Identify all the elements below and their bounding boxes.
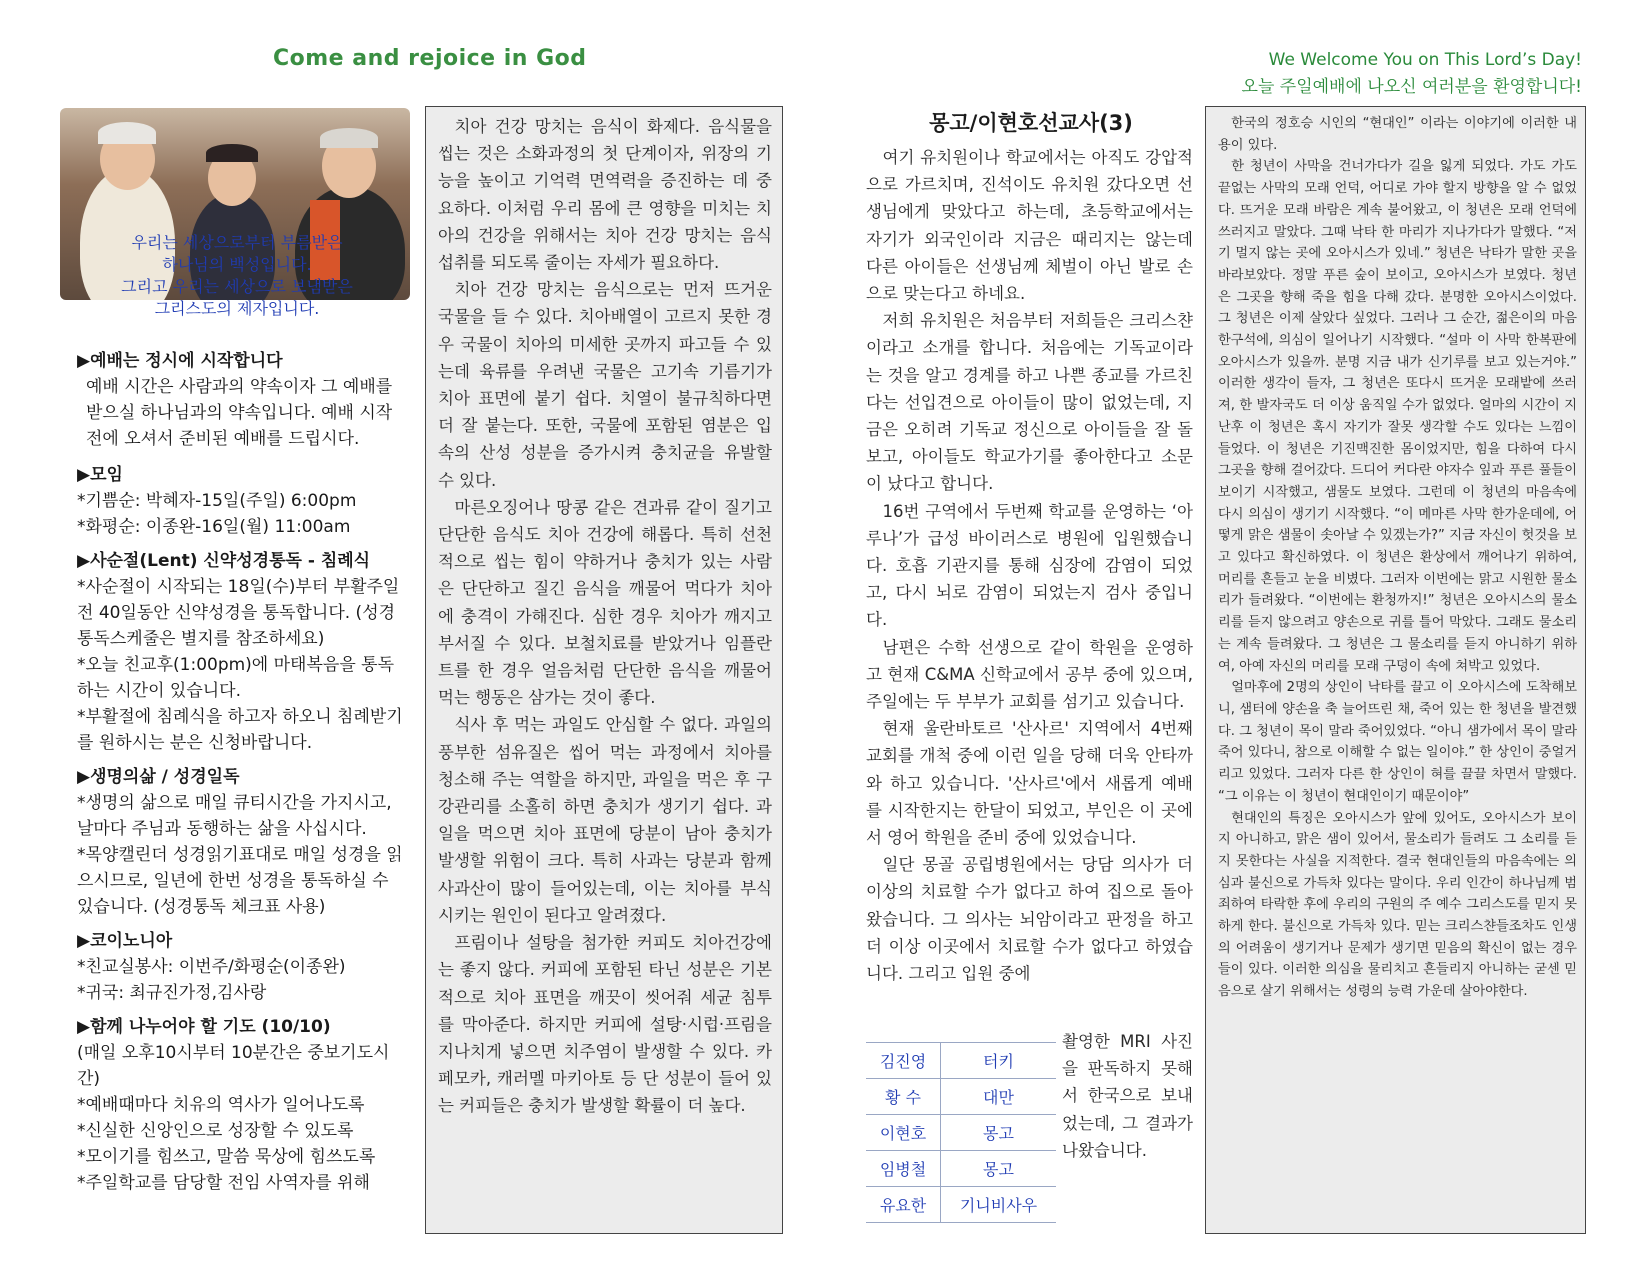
section-title-bible-reading: ▶생명의삶 / 성경일독: [77, 767, 240, 787]
mission-country: 대만: [941, 1079, 1057, 1115]
announcement-text: 예배 시간은 사람과의 약속이자 그 예배를 받으실 하나님과의 약속입니다. 예배 시작 전에 오셔서 준비된 예배를 드립시다.: [86, 377, 393, 449]
section-title-koinonia: ▶코이노니아: [77, 931, 173, 951]
table-row: [866, 1079, 1056, 1115]
mission-paragraph: 16번 구역에서 두번째 학교를 운영하는 ‘아루나’가 급성 바이러스로 병원에 입원했습니다. 호흡 기관지를 통해 심장에 감염이 되었고, 다시 뇌로 감염이 되었는지 검사 중입니다.: [866, 501, 1193, 630]
announcement-text: *오늘 친교후(1:00pm)에 마태복음을 통독하는 시간이 있습니다.: [77, 655, 394, 701]
mission-paragraph: 남편은 수학 선생으로 같이 학원을 운영하고 현재 C&MA 신학교에서 공부 중에 있으며, 주일에는 두 부부가 교회를 섬기고 있습니다.: [866, 637, 1193, 712]
announcement-text: *친교실봉사: 이번주/화평순(이종완): [77, 957, 346, 977]
mission-report-body: [866, 144, 1193, 987]
table-row: [866, 1151, 1056, 1187]
dental-health-article: [425, 106, 783, 1234]
caption-line: 우리는 세상으로부터 부름받은: [131, 233, 343, 252]
missionary-name: 임병철: [866, 1151, 941, 1187]
announcement-text: *모이기를 힘쓰고, 말씀 묵상에 힘쓰도록: [77, 1147, 376, 1167]
caption-line: 그리스도의 제자입니다.: [154, 299, 320, 318]
missionary-prayer-table: [866, 1042, 1056, 1223]
announcement-text: *예배때마다 치유의 역사가 일어나도록: [77, 1095, 365, 1115]
missionary-name: 유요한: [866, 1187, 941, 1223]
announcement-text: *생명의 삶으로 매일 큐티시간을 가지시고, 날마다 주님과 동행하는 삶을 사십시다.: [77, 793, 392, 839]
section-title-prayer: ▶함께 나누어야 할 기도 (10/10): [77, 1017, 331, 1037]
story-paragraph: 얼마후에 2명의 상인이 낙타를 끌고 이 오아시스에 도착해보니, 샘터에 양손을 축 늘어뜨린 채, 죽어 있는 한 청년을 발견했다. 그 청년이 목이 말라 죽어있었다. “아니 샘가에서 목이 말라 죽어 있다니, 참으로 이해할 수 없는 일이야.” 한 상인이 중얼거리고 있었다. 그러자 다른 한 상인이 혀를 끌끌 차면서 말했다. “그 이유는 이 청년이 현대인이기 때문이야”: [1218, 680, 1577, 804]
article-paragraph: 마른오징어나 땅콩 같은 견과류 같이 질기고 단단한 음식도 치아 건강에 해롭다. 특히 선천적으로 씹는 힘이 약하거나 충치가 있는 사람은 단단하고 질긴 음식을 깨물어 먹다가 치아에 충격이 가해진다. 심한 경우 치아가 깨지고 부서질 수 있다. 보철치료를 받았거나 임플란트를 한 경우 얼음처럼 단단한 음식을 깨물어 먹는 행동은 삼가는 것이 좋다.: [438, 497, 772, 708]
mission-paragraph: 여기 유치원이나 학교에서는 아직도 강압적으로 가르치며, 진석이도 유치원 갔다오면 선생님에게 맞았다고 하는데, 초등학교에서는 자기가 외국인이라 지금은 때리지는 않는데 다른 아이들은 선생님께 체벌이 아닌 발로 손으로 맞는다고 하네요.: [866, 148, 1193, 304]
story-paragraph: 현대인의 특징은 오아시스가 앞에 있어도, 오아시스가 보이지 아니하고, 맑은 샘이 있어서, 물소리가 들려도 그 소리를 듣지 못한다는 사실을 지적한다. 결국 현대인들의 마음속에는 의심과 불신으로 가득차 있다는 말이다. 우리 인간이 하나님께 범죄하여 타락한 후에 우리의 구원의 주 예수 그리스도를 믿지 못하게 한다. 불신으로 가득차 있다. 믿는 크리스챤들조차도 인생의 어려움이 생기거나 문제가 생기면 믿음의 확신이 없는 경우들이 있다. 이러한 의심을 물리치고 흔들리지 아니하는 굳센 믿음으로 살기 위해서는 성령의 능력 가운데 살아야한다.: [1218, 810, 1577, 1000]
announcement-text: *주일학교를 담당할 전임 사역자를 위해: [77, 1173, 370, 1193]
caption-line: 하나님의 백성입니다.: [162, 255, 312, 274]
mission-country: 터키: [941, 1043, 1057, 1079]
modern-man-story-article: [1205, 106, 1586, 1234]
table-row: [866, 1115, 1056, 1151]
announcement-text: *귀국: 최규진가정,김사랑: [77, 983, 267, 1003]
announcement-text: *기쁨순: 박혜자-15일(주일) 6:00pm: [77, 491, 357, 511]
announcement-text: *신실한 신앙인으로 성장할 수 있도록: [77, 1121, 354, 1141]
missionary-name: 황 수: [866, 1079, 941, 1115]
mission-paragraph: 현재 울란바토르 '산사르' 지역에서 4번째 교회를 개척 중에 이런 일을 당해 더욱 안타까와 하고 있습니다. '산사르'에서 새롭게 예배를 시작한지는 한달이 되었고, 부인은 이 곳에서 영어 학원을 준비 중에 있었습니다.: [866, 719, 1193, 848]
section-title-meetings: ▶모임: [77, 465, 123, 485]
table-row: [866, 1187, 1056, 1223]
announcement-text: *사순절이 시작되는 18일(수)부터 부활주일 전 40일동안 신약성경을 통독합니다. (성경 통독스케줄은 별지를 참조하세요): [77, 577, 400, 649]
article-paragraph: 프림이나 설탕을 첨가한 커피도 치아건강에는 좋지 않다. 커피에 포함된 타닌 성분은 기본적으로 치아 표면을 깨끗이 씻어줘 세균 침투를 막아준다. 하지만 커피에 설탕·시럽·프림을 지나치게 넣으면 치주염이 발생할 수 있다. 카페모카, 캐러멜 마키아토 등 단 성분이 들어 있는 커피들은 충치가 발생할 확률이 더 높다.: [438, 933, 772, 1116]
header-welcome-ko: 오늘 주일예배에 나오신 여러분을 환영합니다!: [1241, 77, 1582, 97]
section-title-lent: ▶사순절(Lent) 신약성경통독 - 침례식: [77, 551, 371, 571]
announcement-text: (매일 오후10시부터 10분간은 중보기도시간): [77, 1043, 390, 1089]
caption-line: 그리고 우리는 세상으로 보냄받은: [121, 277, 353, 296]
missionary-name: 이현호: [866, 1115, 941, 1151]
header-welcome-en: We Welcome You on This Lord’s Day!: [1268, 50, 1582, 70]
mission-report-title: 몽고/이현호선교사(3): [929, 111, 1133, 135]
announcements-column: [77, 342, 409, 1196]
article-paragraph: 치아 건강 망치는 음식이 화제다. 음식물을 씹는 것은 소화과정의 첫 단계이자, 위장의 기능을 높이고 기억력 면역력을 증진하는 데 중요하다. 이처럼 우리 몸에 큰 영향을 미치는 치아의 건강을 위해서는 치아 건강 망치는 음식 섭취를 되도록 줄이는 자세가 필요하다.: [438, 117, 772, 273]
mission-paragraph: 저희 유치원은 처음부터 저희들은 크리스챤이라고 소개를 합니다. 처음에는 기독교이라는 것을 알고 경계를 하고 나쁜 종교를 가르친다는 선입견으로 아이들이 많이 없었는데, 지금은 오히려 기독교 정신으로 아이들을 잘 돌보고, 아이들도 학교가기를 좋아한다고 소문이 났다고 합니다.: [866, 311, 1193, 494]
header-left-title: Come and rejoice in God: [273, 46, 587, 71]
mission-report-tail: 촬영한 MRI 사진을 판독하지 못해서 한국으로 보내었는데, 그 결과가 나왔습니다.: [1062, 1032, 1193, 1160]
story-paragraph: 한국의 정호승 시인의 “현대인” 이라는 이야기에 이러한 내용이 있다.: [1218, 116, 1577, 153]
article-paragraph: 치아 건강 망치는 음식으로는 먼저 뜨거운 국물을 들 수 있다. 치아배열이 고르지 못한 경우 국물이 치아의 미세한 곳까지 파고들 수 있는데 육류를 우려낸 국물은 고기속 기름기가 치아 표면에 붙기 쉽다. 치열이 불규칙하다면 더 잘 붙는다. 또한, 국물에 포함된 염분은 입속의 산성 성분을 증가시켜 충치균을 유발할 수 있다.: [438, 280, 772, 490]
section-title-worship-time: ▶예배는 정시에 시작합니다: [77, 351, 283, 371]
story-paragraph: 한 청년이 사막을 건너가다가 길을 잃게 되었다. 가도 가도 끝없는 사막의 모래 언덕, 어디로 가야 할지 방향을 알 수 없었다. 뜨거운 모래 바람은 계속 불어왔고, 이 청년은 모래 언덕에 쓰러지고 말았다. 그때 낙타 한 마리가 지나가다가 말했다. “저기 멀지 않는 곳에 오아시스가 있네.” 청년은 낙타가 말한 곳을 바라보았다. 정말 푸른 숲이 보이고, 오아시스가 보였다. 청년은 그곳을 향해 죽을 힘을 다해 갔다. 분명한 오아시스이었다. 그 청년은 이제 살았다 싶었다. 그러나 그 순간, 젊은이의 마음 한구석에, 의심이 일어나기 시작했다. “설마 이 사막 한복판에 오아시스가 있을까. 분명 지금 내가 신기루를 보고 있는거야.” 이러한 생각이 들자, 그 청년은 또다시 뜨거운 모래밭에 쓰러져, 한 발자국도 더 이상 움직일 수가 없었다. 얼마의 시간이 지난후 이 청년은 혹시 자기가 잘못 생각할 수도 있다는 느낌이 들었다. 이 청년은 기진맥진한 몸이었지만, 힘을 다하여 다시 그곳을 향해 걸어갔다. 드디어 커다란 야자수 잎과 푸른 풀들이 보이기 시작했고, 샘물도 보였다. 그런데 이 청년의 마음속에 다시 의심이 생기기 시작했다. “이 메마른 사막 한가운데에, 어떻게 맑은 샘물이 솟아날 수 있겠는가?” 지금 자신이 헛것을 보고 있다고 확신하였다. 이 청년은 환상에서 깨어나기 위하여, 머리를 흔들고 눈을 비볐다. 그러자 이번에는 맑고 시원한 물소리가 들려왔다. “이번에는 환청까지!” 청년은 오아시스의 물소리를 듣지 않으려고 양손으로 귀를 틀어 막았다. 그래도 물소리는 계속 들려왔다. 그 청년은 그 물소리를 듣지 아니하기 위하여, 아예 자신의 머리를 모래 구덩이 속에 쳐박고 있었다.: [1218, 159, 1577, 674]
photo-caption: [62, 232, 412, 320]
mission-country: 몽고: [941, 1151, 1057, 1187]
mission-country: 기니비사우: [941, 1187, 1057, 1223]
table-row: [866, 1043, 1056, 1079]
announcement-text: *화평순: 이종완-16일(월) 11:00am: [77, 517, 351, 537]
missionary-name: 김진영: [866, 1043, 941, 1079]
article-paragraph: 식사 후 먹는 과일도 안심할 수 없다. 과일의 풍부한 섬유질은 씹어 먹는 과정에서 치아를 청소해 주는 역할을 하지만, 과일을 먹은 후 구강관리를 소홀히 하면 충치가 생기기 쉽다. 과일을 먹으면 치아 표면에 당분이 남아 충치가 발생할 위험이 크다. 특히 사과는 당분과 함께 사과산이 많이 들어있는데, 이는 치아를 부식시키는 원인이 된다고 알려졌다.: [438, 715, 772, 925]
announcement-text: *목양캘린더 성경읽기표대로 매일 성경을 읽으시므로, 일년에 한번 성경을 통독하실 수 있습니다. (성경통독 체크표 사용): [77, 845, 403, 917]
mission-country: 몽고: [941, 1115, 1057, 1151]
mission-paragraph: 일단 몽골 공립병원에서는 당담 의사가 더 이상의 치료할 수가 없다고 하여 집으로 돌아 왔습니다. 그 의사는 뇌암이라고 판정을 하고 더 이상 이곳에서 치료할 수가 없다고 하였습니다. 그리고 입원 중에: [866, 855, 1193, 984]
announcement-text: *부활절에 침례식을 하고자 하오니 침례받기를 원하시는 분은 신청바랍니다.: [77, 707, 403, 753]
